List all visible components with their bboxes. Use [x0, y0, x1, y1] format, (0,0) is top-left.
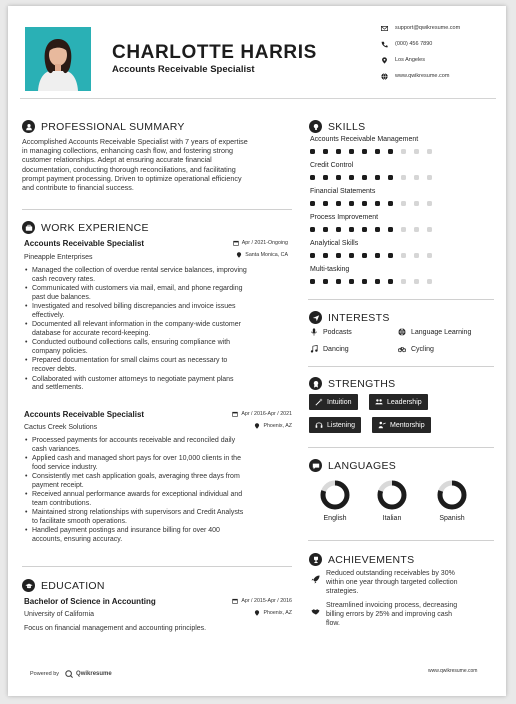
rating-dot — [323, 201, 328, 206]
education-location: Phoenix, AZ — [198, 610, 292, 616]
education-heading: EDUCATION — [22, 579, 105, 592]
rating-dot — [427, 201, 432, 206]
calendar-icon — [233, 240, 239, 246]
rating-dot — [375, 175, 380, 180]
rating-dot — [401, 149, 406, 154]
list-item: • Documented all relevant information in the company-wide customer database for accurate record-keeping. — [25, 321, 299, 339]
school-name: University of California — [24, 611, 95, 618]
skill-rating — [310, 149, 440, 154]
rating-dot — [323, 253, 328, 258]
rating-dot — [401, 227, 406, 232]
profile-photo — [25, 27, 91, 91]
list-item: • Processed payments for accounts receivable and reconciled daily cash variances. — [25, 437, 301, 455]
rating-dot — [414, 149, 419, 154]
rating-dot — [427, 279, 432, 284]
user-icon — [22, 120, 35, 133]
rating-dot — [349, 149, 354, 154]
skill-name: Analytical Skills — [310, 240, 359, 247]
headphones-icon — [315, 421, 323, 429]
resume-page — [8, 6, 506, 696]
rating-dot — [362, 201, 367, 206]
rating-dot — [336, 201, 341, 206]
language-item — [369, 480, 415, 522]
achievements-heading: ACHIEVEMENTS — [309, 553, 414, 566]
globe-icon — [398, 328, 406, 336]
section-divider — [308, 447, 494, 448]
interest-item: Dancing — [310, 345, 349, 353]
section-divider — [22, 566, 292, 567]
rating-dot — [323, 175, 328, 180]
globe-icon — [380, 72, 388, 80]
rating-dot — [336, 175, 341, 180]
skill-name: Process Improvement — [310, 214, 379, 221]
rating-dot — [323, 227, 328, 232]
briefcase-icon — [22, 221, 35, 234]
rating-dot — [349, 227, 354, 232]
rating-dot — [427, 149, 432, 154]
rating-dot — [427, 227, 432, 232]
list-item: • Investigated and resolved billing discrepancies and invoice issues effectively. — [25, 303, 299, 321]
rating-dot — [388, 279, 393, 284]
experience-heading: WORK EXPERIENCE — [22, 221, 149, 234]
rating-dot — [336, 279, 341, 284]
rating-dot — [401, 175, 406, 180]
rating-dot — [414, 227, 419, 232]
strengths-heading: STRENGTHS — [309, 377, 395, 390]
strength-tag: Mentorship — [372, 417, 431, 433]
interest-item: Podcasts — [310, 328, 352, 336]
phone-icon — [380, 40, 388, 48]
group-icon — [375, 398, 383, 406]
strength-tag: Leadership — [369, 394, 428, 410]
handshake-icon — [311, 603, 320, 612]
rating-dot — [375, 279, 380, 284]
rating-dot — [401, 279, 406, 284]
rating-dot — [375, 253, 380, 258]
rating-dot — [388, 175, 393, 180]
summary-heading: PROFESSIONAL SUMMARY — [22, 120, 185, 133]
education-dates: Apr / 2015-Apr / 2016 — [198, 598, 292, 604]
job-location: Phoenix, AZ — [198, 423, 292, 429]
job-location: Santa Monica, CA — [198, 252, 288, 258]
skill-name: Accounts Receivable Management — [310, 136, 419, 143]
rating-dot — [336, 149, 341, 154]
degree-title: Bachelor of Science in Accounting — [24, 597, 156, 606]
contact-location: Los Angeles — [380, 52, 502, 68]
rating-dot — [414, 253, 419, 258]
section-divider — [308, 540, 494, 541]
wand-icon — [315, 398, 323, 406]
location-pin-icon — [380, 56, 388, 64]
achievement-item: Reduced outstanding receivables by 30% within one year through targeted collection strategies. — [311, 570, 458, 596]
calendar-icon — [232, 411, 238, 417]
job-bullets — [25, 437, 301, 546]
rating-dot — [362, 175, 367, 180]
language-gauge — [377, 480, 407, 510]
rating-dot — [323, 149, 328, 154]
skills-heading: SKILLS — [309, 120, 365, 133]
skill-rating — [310, 175, 440, 180]
language-label: Italian — [382, 515, 402, 522]
qwikresume-logo-icon — [65, 670, 73, 678]
strength-tag: Intuition — [309, 394, 358, 410]
rating-dot — [310, 201, 315, 206]
section-divider — [22, 209, 292, 210]
job-title: Accounts Receivable Specialist — [24, 239, 145, 248]
job-bullets — [25, 267, 299, 394]
language-label: Spanish — [439, 515, 465, 522]
rating-dot — [401, 253, 406, 258]
rating-dot — [336, 227, 341, 232]
rocket-icon — [311, 571, 320, 580]
rating-dot — [414, 175, 419, 180]
list-item: • Received annual performance awards for exceptional individual and team contributions. — [25, 491, 301, 509]
music-note-icon — [310, 345, 318, 353]
language-item — [429, 480, 475, 522]
summary-text: Accomplished Accounts Receivable Specialist with 7 years of expertise in managing collections, enhancing cash flow, and fostering strong customer relationships. Adept at ensuring accurate financial documentation, conducting thorough reconciliations, and facilitating prompt payment processing. Driven to optimize operational efficiency and contribute to financial success. — [22, 137, 248, 193]
header-divider — [20, 98, 496, 99]
skill-rating — [310, 253, 440, 258]
rating-dot — [349, 201, 354, 206]
candidate-role: Accounts Receivable Specialist — [112, 64, 255, 75]
skill-rating — [310, 227, 440, 232]
job-company: Cactus Creek Solutions — [24, 424, 98, 431]
skill-name: Multi-tasking — [310, 266, 350, 273]
rating-dot — [388, 201, 393, 206]
language-label: English — [323, 515, 347, 522]
list-item: • Managed the collection of overdue rental service balances, improving cash recovery rates. — [25, 267, 299, 285]
rating-dot — [336, 253, 341, 258]
lightbulb-icon — [309, 120, 322, 133]
rating-dot — [427, 175, 432, 180]
skill-rating — [310, 279, 440, 284]
rating-dot — [310, 149, 315, 154]
footer-site[interactable]: www.qwikresume.com — [428, 668, 478, 674]
rating-dot — [323, 279, 328, 284]
rating-dot — [375, 149, 380, 154]
contact-email[interactable]: support@qwikresume.com — [380, 20, 502, 36]
list-item: • Maintained strong relationships with supervisors and Credit Analysts to facilitate smooth operations. — [25, 509, 301, 527]
interest-item: Cycling — [398, 345, 434, 353]
list-item: • Conducted outbound collections calls, ensuring compliance with company policies. — [25, 339, 299, 357]
list-item: • Communicated with customers via mail, email, and phone regarding past due balances. — [25, 285, 299, 303]
graduation-cap-icon — [22, 579, 35, 592]
candidate-name: CHARLOTTE HARRIS — [112, 42, 317, 63]
job-title: Accounts Receivable Specialist — [24, 410, 145, 419]
job-company: Pineapple Enterprises — [24, 254, 93, 261]
contact-phone[interactable]: (000) 456 7890 — [380, 36, 502, 52]
trophy-icon — [309, 553, 322, 566]
list-item: • Applied cash and managed short pays for over 10,000 clients in the food service industry. — [25, 455, 301, 473]
rating-dot — [375, 227, 380, 232]
list-item: • Collaborated with customer attorneys to negotiate payment plans and settlements. — [25, 376, 299, 394]
award-icon — [309, 377, 322, 390]
footer-powered-by: Powered by Qwikresume — [30, 671, 112, 677]
language-item — [312, 480, 358, 522]
rating-dot — [349, 253, 354, 258]
strength-tag: Listening — [309, 417, 361, 433]
rating-dot — [414, 279, 419, 284]
qwikresume-logo[interactable]: Qwikresume — [65, 670, 112, 678]
skill-name: Credit Control — [310, 162, 354, 169]
email-icon — [380, 24, 388, 32]
rating-dot — [362, 227, 367, 232]
contact-website[interactable]: www.qwikresume.com — [380, 68, 502, 84]
send-icon — [309, 311, 322, 324]
location-pin-icon — [236, 252, 242, 258]
list-item: • Prepared documentation for small claims court as necessary to recover debts. — [25, 357, 299, 375]
section-divider — [308, 299, 494, 300]
rating-dot — [362, 149, 367, 154]
rating-dot — [375, 201, 380, 206]
location-pin-icon — [254, 610, 260, 616]
list-item: • Consistently met cash application goals, averaging three days from payment receipt. — [25, 473, 301, 491]
calendar-icon — [232, 598, 238, 604]
achievement-item: Streamlined invoicing process, decreasing billing errors by 25% and improving cash flow. — [311, 602, 457, 628]
rating-dot — [388, 253, 393, 258]
list-item: • Handled payment postings and insurance billing for over 400 accounts, ensuring accuracy. — [25, 527, 301, 545]
rating-dot — [401, 201, 406, 206]
languages-heading: LANGUAGES — [309, 459, 396, 472]
rating-dot — [349, 175, 354, 180]
bicycle-icon — [398, 345, 406, 353]
interest-item: Language Learning — [398, 328, 471, 336]
rating-dot — [414, 201, 419, 206]
rating-dot — [310, 227, 315, 232]
mentor-icon — [378, 421, 386, 429]
speech-bubble-icon — [309, 459, 322, 472]
skill-name: Financial Statements — [310, 188, 376, 195]
language-gauge — [437, 480, 467, 510]
rating-dot — [349, 279, 354, 284]
rating-dot — [310, 253, 315, 258]
rating-dot — [388, 227, 393, 232]
microphone-icon — [310, 328, 318, 336]
rating-dot — [310, 279, 315, 284]
rating-dot — [310, 175, 315, 180]
section-divider — [308, 366, 494, 367]
education-note: Focus on financial management and accounting principles. — [24, 625, 207, 632]
job-dates: Apr / 2021-Ongoing — [198, 240, 288, 246]
location-pin-icon — [254, 423, 260, 429]
skill-rating — [310, 201, 440, 206]
interests-heading: INTERESTS — [309, 311, 390, 324]
rating-dot — [362, 253, 367, 258]
contact-block — [380, 20, 502, 84]
language-gauge — [320, 480, 350, 510]
job-dates: Apr / 2016-Apr / 2021 — [198, 411, 292, 417]
rating-dot — [388, 149, 393, 154]
rating-dot — [427, 253, 432, 258]
rating-dot — [362, 279, 367, 284]
